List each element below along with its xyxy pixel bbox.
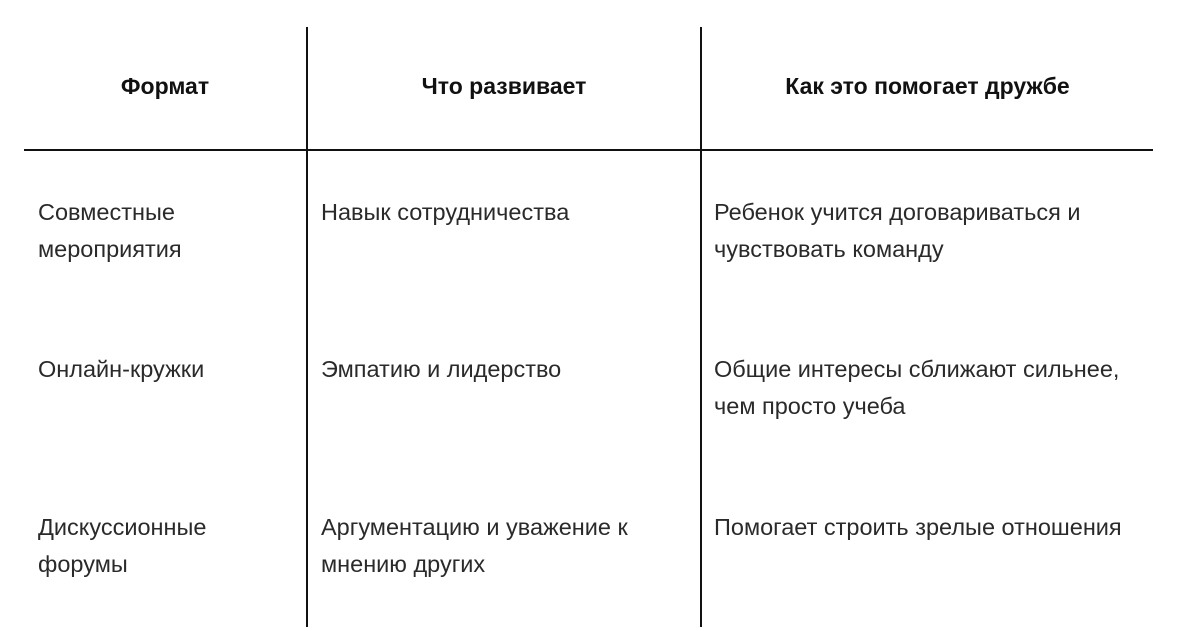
table-cell-helps: Ребенок учится договариваться и чувствовать команду xyxy=(714,199,1081,262)
header-divider xyxy=(24,149,1153,151)
table-cell-format: Совместные мероприятия xyxy=(38,199,182,262)
column-divider xyxy=(700,27,702,627)
table-cell-develops: Навык сотрудничества xyxy=(321,199,570,225)
table-cell-format: Дискуссионные форумы xyxy=(38,514,207,577)
table-cell-helps: Общие интересы сближают сильнее, чем просто учеба xyxy=(714,356,1120,419)
table-cell-format: Онлайн-кружки xyxy=(38,356,205,382)
table-cell-develops: Эмпатию и лидерство xyxy=(321,356,562,382)
table-cell-helps: Помогает строить зрелые отношения xyxy=(714,514,1122,540)
table-cell-develops: Аргументацию и уважение к мнению других xyxy=(321,514,628,577)
column-divider xyxy=(306,27,308,627)
column-header-helps-friendship: Как это помогает дружбе xyxy=(785,73,1070,99)
column-header-develops: Что развивает xyxy=(421,73,587,99)
column-header-format: Формат xyxy=(120,73,210,99)
